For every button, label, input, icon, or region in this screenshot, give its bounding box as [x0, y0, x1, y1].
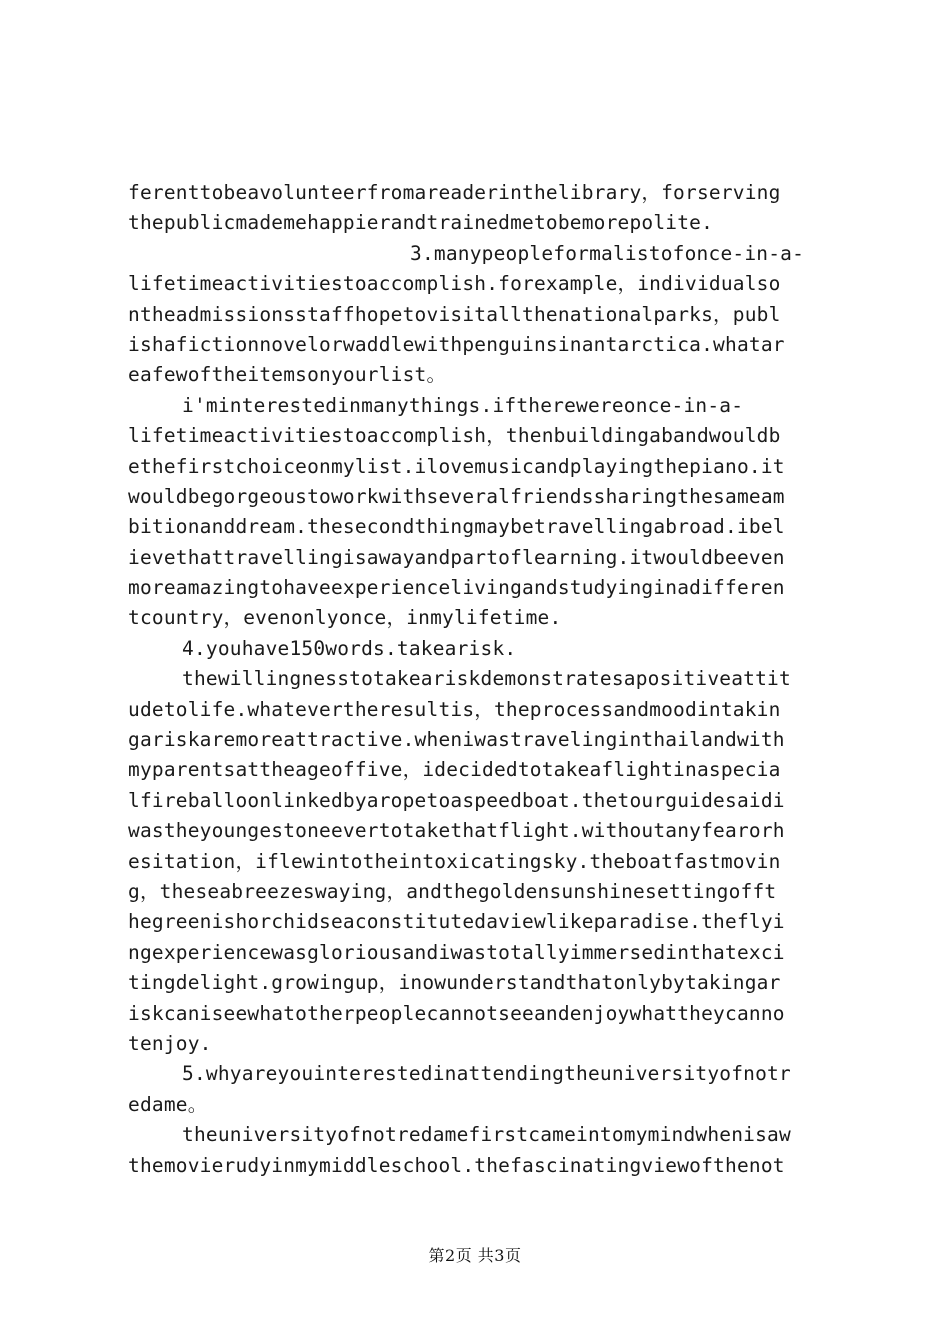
- text-line: udetolife.whatevertheresultis，theprocessandmoodintakin: [128, 697, 781, 721]
- text-line: moreamazingtohaveexperiencelivingandstudyinginadifferen: [128, 576, 785, 600]
- text-line: edame。: [128, 1092, 208, 1116]
- text-line: tcountry，evenonlyonce，inmylifetime.: [128, 606, 562, 630]
- text-line: hegreenishorchidseaconstitutedaviewlikeparadise.theflyi: [128, 910, 785, 934]
- text-line: theuniversityofnotredamefirstcameintomymindwhenisaw: [182, 1123, 791, 1147]
- text-line: i'minterestedinmanythings.iftherewereonce-in-a-: [182, 393, 744, 417]
- text-line: 3.manypeopleformalistofonce-in-a-: [410, 241, 805, 265]
- text-line: lifetimeactivitiestoaccomplish，thenbuildingabandwouldb: [128, 424, 781, 448]
- text-line: thewillingnesstotakeariskdemonstratesapositiveattit: [182, 667, 791, 691]
- text-line: ntheadmissionsstaffhopetovisitallthenationalparks，publ: [128, 302, 781, 326]
- text-line: ngexperiencewasgloriousandiwastotallyimmersedinthatexci: [128, 940, 785, 964]
- text-line: lifetimeactivitiestoaccomplish.forexample，individualso: [128, 272, 781, 296]
- text-line: wouldbegorgeoustoworkwithseveralfriendssharingthesameam: [128, 484, 785, 508]
- text-line: ievethattravellingisawayandpartoflearning.itwouldbeeven: [128, 545, 785, 569]
- text-line: gariskaremoreattractive.wheniwastravelinginthailandwith: [128, 728, 785, 752]
- text-line: ferenttobeavolunteerfromareaderinthelibrary，forserving: [128, 181, 781, 204]
- document-body: [128, 178, 830, 1181]
- text-line: ethefirstchoiceonmylist.ilovemusicandplayingthepiano.it: [128, 454, 785, 478]
- page-footer: 第2页 共3页: [428, 1246, 522, 1265]
- text-line: 5.whyareyouinterestedinattendingtheuniversityofnotr: [182, 1062, 791, 1086]
- text-line: tingdelight.growingup，inowunderstandthatonlybytakingar: [128, 971, 781, 995]
- text-line: esitation，iflewintotheintoxicatingsky.theboatfastmovin: [128, 849, 781, 873]
- text-line: g，theseabreezeswaying，andthegoldensunshinesettingofft: [128, 879, 777, 903]
- text-line: themovierudyinmymiddleschool.thefascinatingviewofthenot: [128, 1153, 785, 1177]
- text-line: bitionanddream.thesecondthingmaybetravellingabroad.ibel: [128, 515, 785, 539]
- text-line: eafewoftheitemsonyourlist。: [128, 363, 447, 387]
- text-line: iskcaniseewhatotherpeoplecannotseeandenjoywhattheycanno: [128, 1001, 785, 1025]
- text-line: tenjoy.: [128, 1031, 212, 1055]
- text-line: lfireballoonlinkedbyaropetoaspeedboat.thetourguidesaidi: [128, 788, 785, 812]
- text-line: ishafictionnovelorwaddlewithpenguinsinantarctica.whatar: [128, 332, 785, 356]
- text-line: thepublicmademehappierandtrainedmetobemorepolite.: [128, 211, 714, 235]
- text-line: wastheyoungestoneevertotakethatflight.withoutanyfearorh: [128, 819, 785, 843]
- text-line: myparentsattheageoffive，idecidedtotakeaflightinaspecia: [128, 758, 781, 782]
- text-line: 4.youhave150words.takearisk.: [182, 636, 517, 660]
